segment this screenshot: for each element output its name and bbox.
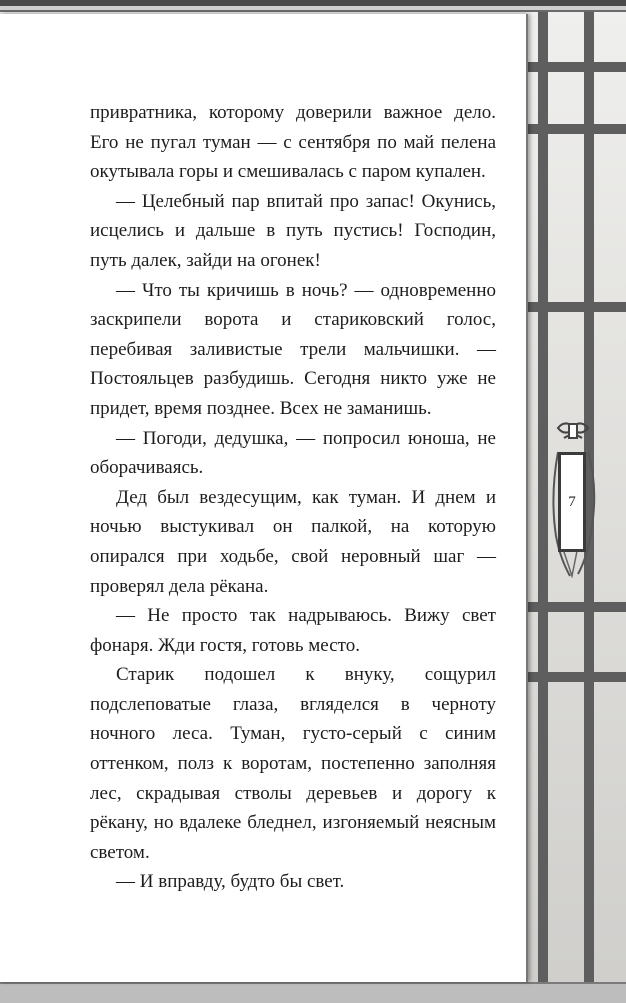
- paragraph: привратника, которому доверили важное дело. Его не пугал туман — с сентября по май пелена окутывала горы и смешивалась с паром купален.: [90, 102, 496, 183]
- paragraph: — Погоди, дедушка, — попросил юноша, не оборачиваясь.: [90, 427, 496, 479]
- book-page: [0, 14, 528, 982]
- paragraph: — И вправду, будто бы свет.: [116, 871, 345, 893]
- paragraph: — Не просто так надрываюсь. Вижу свет фонаря. Жди гостя, готовь место.: [90, 605, 496, 656]
- page-text: [90, 98, 496, 897]
- paragraph: Старик подошел к внуку, сощурил подслеповатые глаза, вгляделся в черноту ночного леса. Туман, густо-серый с синим оттенком, полз к воротам, постепенно заполняя лес, скрадывая стволы деревьев и дорогу к рёкану, но вдалеке бледнел, изгоняемый неясным светом.: [90, 664, 496, 863]
- bottom-frame: [0, 982, 626, 1003]
- page-number-tag: [546, 418, 600, 578]
- page-number: 7: [558, 452, 586, 552]
- paragraph: Дед был вездесущим, как туман. И днем и ночью выстукивал он палкой, на которую опирался при ходьбе, свой неровный шаг — проверял дела рёкана.: [90, 486, 496, 597]
- paragraph: — Что ты кричишь в ночь? — одновременно заскрипели ворота и стариковский голос, перебивая заливистые трели мальчишки. — Постояльцев разбудишь. Сегодня никто уже не придет, время позднее. Всех не заманишь.: [90, 279, 496, 419]
- knot-icon: [554, 418, 592, 446]
- paragraph: — Целебный пар впитай про запас! Окунись, исцелись и дальше в путь пустись! Господин, путь далек, зайди на огонек!: [90, 190, 496, 271]
